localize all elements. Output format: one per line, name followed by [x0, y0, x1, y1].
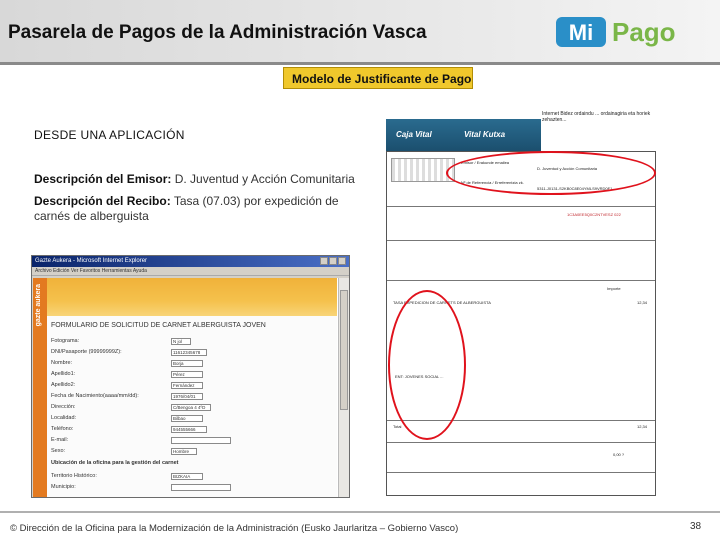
logo-pago-text: Pago	[612, 17, 676, 47]
form-row	[51, 404, 75, 412]
field-label: Sexo:	[51, 448, 66, 454]
model-label: Modelo de Justificante de Pago	[283, 67, 473, 89]
browser-content	[33, 278, 349, 497]
email-field[interactable]	[171, 437, 231, 444]
form-row	[51, 371, 75, 379]
page-number: 38	[690, 521, 702, 532]
municipio-select[interactable]	[171, 484, 231, 491]
field-label: Fecha de Nacimiento(aaaa/mm/dd):	[51, 393, 139, 399]
recibo-value: Tasa (07.03) por expedición de carnés de alberguista	[34, 194, 339, 223]
divider	[387, 240, 655, 241]
field-label: Teléfono:	[51, 426, 74, 432]
gazte-aukera-strip	[33, 278, 47, 497]
form-row	[51, 393, 139, 401]
logo-mi-text: Mi	[568, 20, 594, 45]
maximize-button[interactable]	[329, 257, 337, 265]
header-divider	[0, 62, 720, 65]
emisor-label: Descripción del Emisor:	[34, 172, 172, 186]
address-line: ENT: JOVENES SOCIAL ...	[395, 374, 444, 379]
form-row	[51, 437, 68, 445]
receipt-note: Internet Bidez ordaindu ... ordainagiria eta horiek zehazten...	[542, 111, 651, 123]
footer-divider	[0, 511, 720, 513]
concept-line: TASA EXPEDICION DE CARNETS DE ALBERGUISTA	[393, 300, 491, 305]
surname2-field[interactable]: Fernández	[171, 382, 203, 389]
scroll-thumb[interactable]	[340, 290, 348, 410]
territory-select[interactable]: BIZKAIA	[171, 473, 203, 480]
importe-label: Importe	[607, 286, 621, 291]
field-label: Localidad:	[51, 415, 77, 421]
ref-heading: Nº de Referencia / Erreferentzia zk.	[461, 180, 524, 185]
divider	[387, 442, 655, 443]
sex-select[interactable]: Hombre	[171, 448, 197, 455]
office-section-title: Ubicación de la oficina para la gestión del carnet	[51, 460, 179, 466]
city-field[interactable]: Bilbao	[171, 415, 203, 422]
header-bar	[0, 0, 720, 62]
importe-value: 12,34	[637, 300, 648, 305]
scrollbar[interactable]	[338, 278, 349, 497]
emisor-heading: Emisor / Erakunde emailea	[461, 160, 510, 165]
photo-field[interactable]: N jol	[171, 338, 191, 345]
form-row	[51, 473, 97, 481]
minimize-button[interactable]	[320, 257, 328, 265]
field-label: Territorio Histórico:	[51, 473, 97, 479]
browser-title: Gazte Aukera - Microsoft Internet Explorer	[35, 258, 148, 264]
bank-logos	[386, 119, 541, 151]
form-row	[51, 349, 122, 357]
address-field[interactable]: C/Bengoa 4 4ºD	[171, 404, 211, 411]
field-label: Nombre:	[51, 360, 73, 366]
birthdate-field[interactable]: 1976/04/01	[171, 393, 203, 400]
total-label: Total	[393, 424, 402, 429]
name-field[interactable]: Borja	[171, 360, 203, 367]
form-row	[51, 338, 79, 346]
brand-text: gazte aukera	[35, 284, 42, 327]
registration-form	[47, 316, 337, 497]
browser-window	[31, 255, 350, 498]
browser-titlebar	[32, 256, 349, 267]
form-row	[51, 426, 73, 434]
nrc-value: 1C3A0EE5Q0C2NTVESZ 022	[567, 212, 621, 217]
field-label: E-mail:	[51, 437, 69, 443]
footer-amount: 0,00 ?	[613, 452, 625, 457]
ref-value: 5311-J0131-S2KB0C8E04YMLS9VRD0F1	[537, 186, 613, 191]
page-title: Pasarela de Pagos de la Administración Vasca	[8, 22, 427, 43]
close-button[interactable]	[338, 257, 346, 265]
emisor-description	[34, 172, 355, 187]
browser-menu[interactable]: Archivo Edición Ver Favoritos Herramientas Ayuda	[32, 267, 349, 276]
surname1-field[interactable]: Pérez	[171, 371, 203, 378]
recibo-label: Descripción del Recibo:	[34, 194, 171, 208]
divider	[387, 280, 655, 281]
field-label: Apellido1:	[51, 371, 76, 377]
app-heading: DESDE UNA APLICACIÓN	[34, 128, 185, 142]
emisor-value: D. Juventud y Acción Comunitaria	[174, 172, 355, 186]
highlight-oval-concept	[388, 290, 466, 440]
government-emblem	[391, 158, 455, 182]
field-label: Fotograma:	[51, 338, 80, 344]
form-row	[51, 448, 65, 456]
receipt-emisor-value: D. Juventud y Acción Comunitaria	[537, 166, 598, 171]
bank2-logo: Vital Kutxa	[464, 130, 506, 139]
divider	[387, 206, 655, 207]
field-label: Apellido2:	[51, 382, 76, 388]
field-label: Dirección:	[51, 404, 76, 410]
highlight-oval-emisor	[446, 151, 656, 195]
form-row	[51, 360, 72, 368]
phone-field[interactable]: 944555666	[171, 426, 207, 433]
form-title: FORMULARIO DE SOLICITUD DE CARNET ALBERGUISTA JOVEN	[51, 322, 266, 329]
orange-banner	[47, 278, 337, 316]
recibo-description	[34, 194, 364, 224]
footer-copyright: © Dirección de la Oficina para la Modernización de la Administración (Eusko Jaurlaritza – Gobierno Vasco)	[10, 523, 459, 534]
bank1-logo: Caja Vital	[396, 130, 432, 139]
field-label: Municipio:	[51, 484, 76, 490]
divider	[387, 472, 655, 473]
mipago-logo	[556, 14, 706, 50]
form-row	[51, 415, 76, 423]
form-row	[51, 484, 76, 492]
field-label: DNI/Pasaporte (99999999Z):	[51, 349, 122, 355]
total-value: 12,34	[637, 424, 648, 429]
dni-field[interactable]: 11612345678	[171, 349, 207, 356]
form-row	[51, 382, 75, 390]
